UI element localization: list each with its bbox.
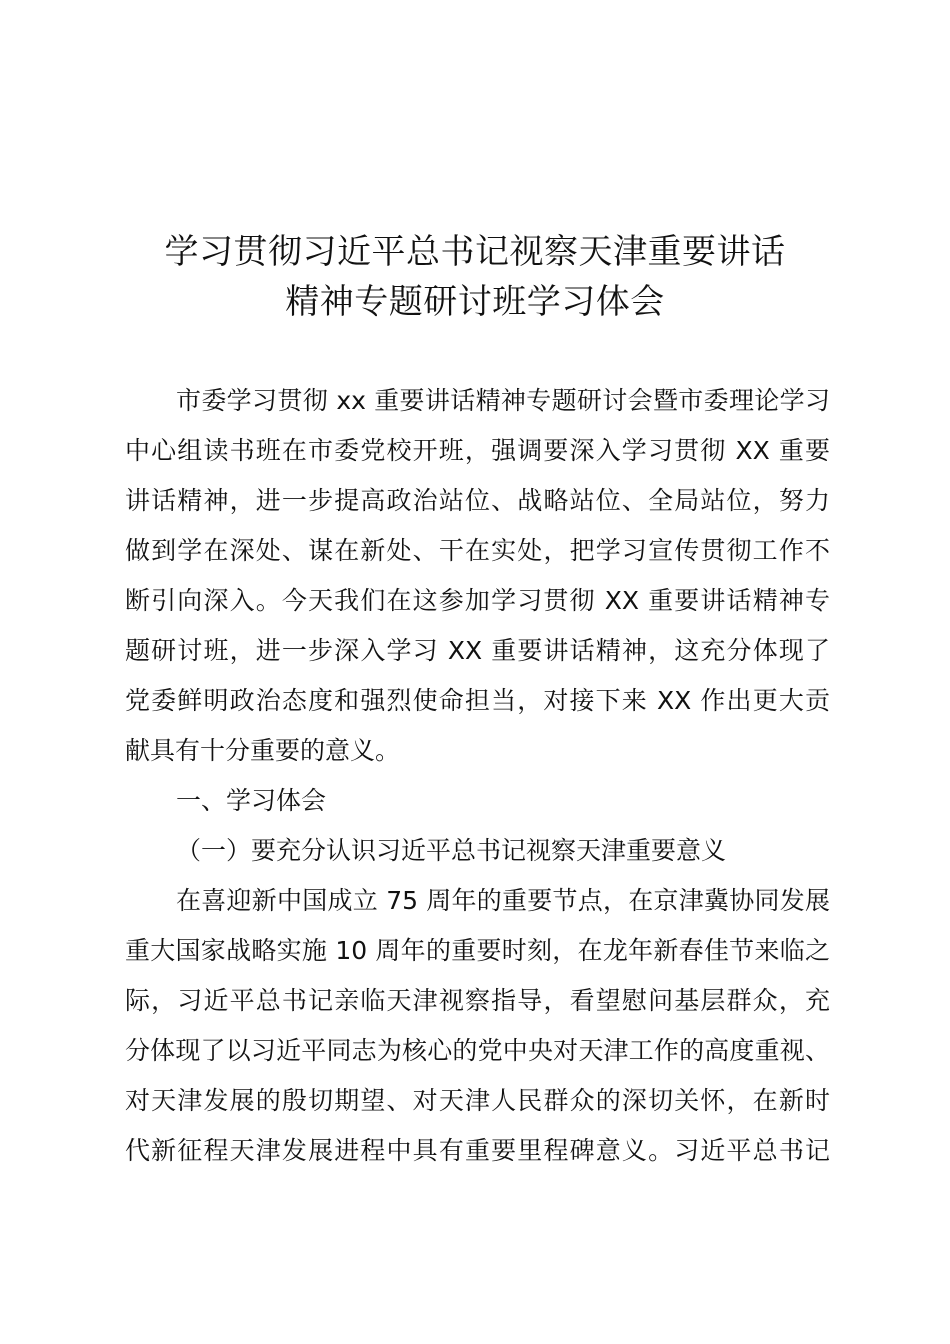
paragraph-2-line-1: 在喜迎新中国成立 75 周年的重要节点，在京津冀协同发展 — [176, 886, 830, 915]
paragraph-2-line-3: 际，习近平总书记亲临天津视察指导，看望慰问基层群众，充 — [125, 986, 830, 1015]
paragraph-1-line-4: 做到学在深处、谋在新处、干在实处，把学习宣传贯彻工作不 — [125, 536, 830, 565]
paragraph-1-line-7: 党委鲜明政治态度和强烈使命担当，对接下来 XX 作出更大贡 — [125, 686, 830, 715]
section-heading-1: 一、学习体会 — [176, 786, 327, 815]
paragraph-2-line-6: 代新征程天津发展进程中具有重要里程碑意义。习近平总书记 — [125, 1136, 830, 1165]
paragraph-2-line-2: 重大国家战略实施 10 周年的重要时刻，在龙年新春佳节来临之 — [125, 936, 830, 965]
paragraph-1-line-8: 献具有十分重要的意义。 — [125, 736, 401, 765]
paragraph-1-line-1: 市委学习贯彻 xx 重要讲话精神专题研讨会暨市委理论学习 — [176, 386, 830, 415]
paragraph-2-line-4: 分体现了以习近平同志为核心的党中央对天津工作的高度重视、 — [125, 1036, 830, 1065]
document-title-line-2: 精神专题研讨班学习体会 — [285, 282, 665, 322]
document-title-line-1: 学习贯彻习近平总书记视察天津重要讲话 — [164, 232, 786, 272]
paragraph-1-line-2: 中心组读书班在市委党校开班，强调要深入学习贯彻 XX 重要 — [125, 436, 830, 465]
paragraph-1-line-5: 断引向深入。今天我们在这参加学习贯彻 XX 重要讲话精神专 — [125, 586, 830, 615]
paragraph-1-line-6: 题研讨班，进一步深入学习 XX 重要讲话精神，这充分体现了 — [125, 636, 830, 665]
paragraph-2-line-5: 对天津发展的殷切期望、对天津人民群众的深切关怀，在新时 — [125, 1086, 830, 1115]
subsection-heading-1: （一）要充分认识习近平总书记视察天津重要意义 — [176, 836, 727, 865]
paragraph-1-line-3: 讲话精神，进一步提高政治站位、战略站位、全局站位，努力 — [125, 486, 830, 515]
